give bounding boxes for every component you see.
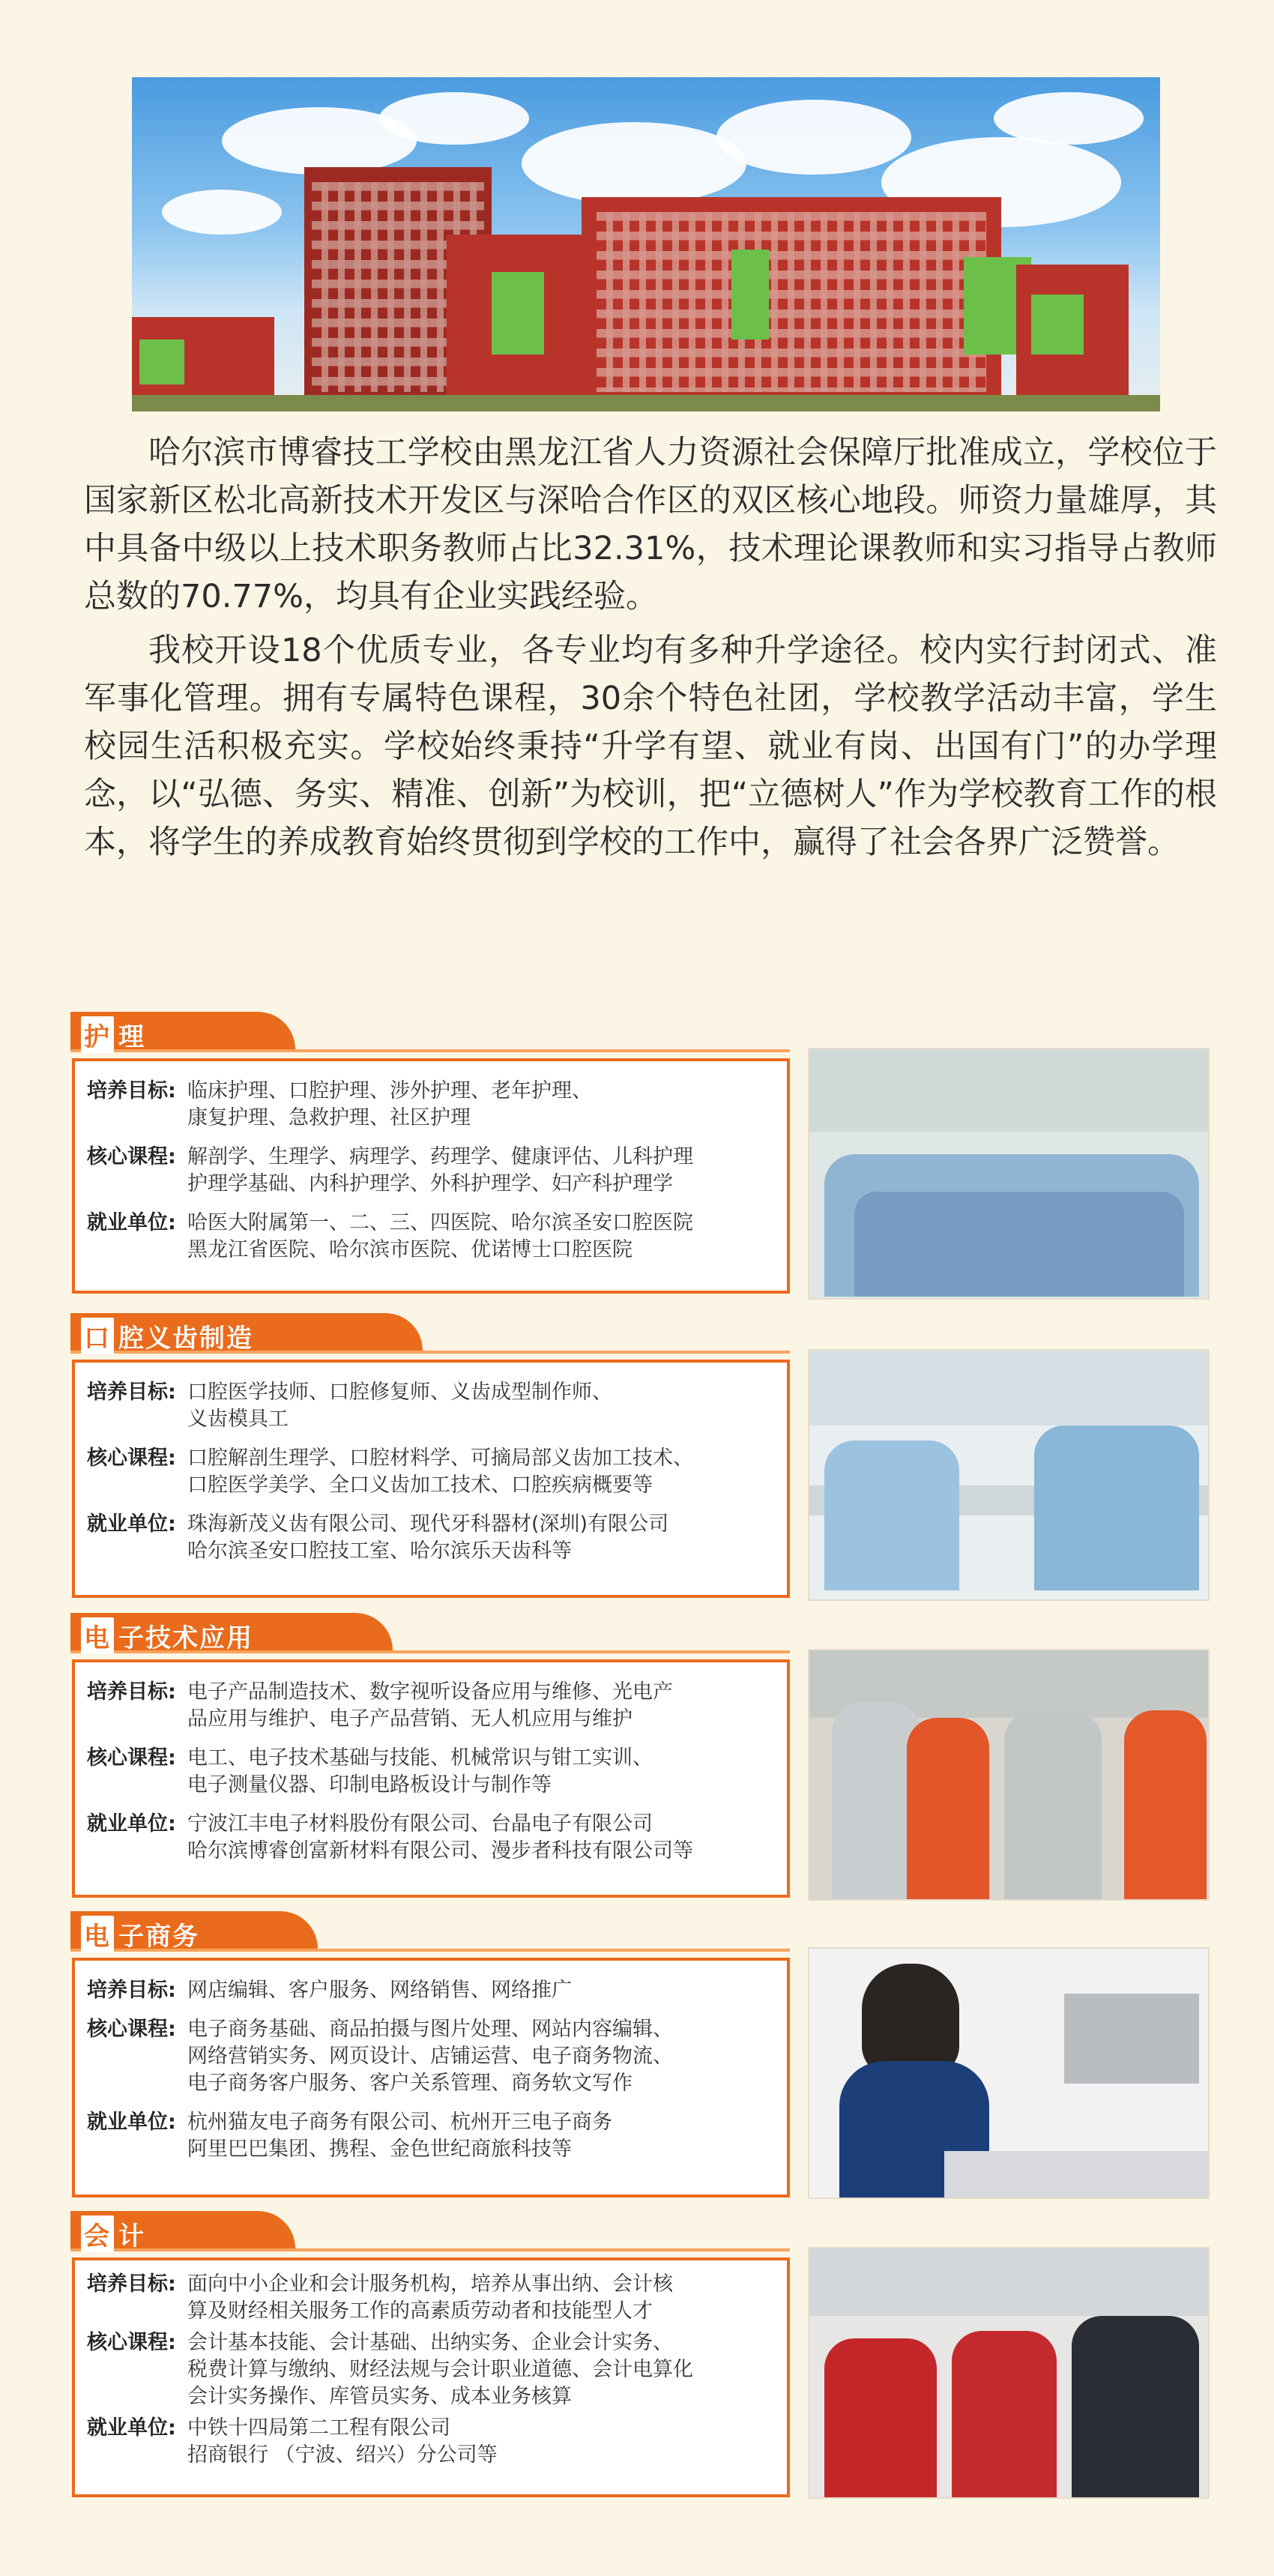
goal-value: 电子产品制造技术、数字视听设备应用与维修、光电产 品应用与维护、电子产品营销、无人机应用与维护 xyxy=(187,1680,673,1731)
course-value: 解剖学、生理学、病理学、药理学、健康评估、儿科护理 护理学基础、内科护理学、外科护理学、妇产科护理学 xyxy=(187,1145,693,1195)
major-info-box xyxy=(72,1360,790,1598)
job-value: 宁波江丰电子材料股份有限公司、台晶电子有限公司 哈尔滨博睿创富新材料有限公司、漫步者科技有限公司等 xyxy=(187,1812,693,1862)
job-label: 就业单位: xyxy=(87,2416,176,2440)
job-value: 哈医大附属第一、二、三、四医院、哈尔滨圣安口腔医院 黑龙江省医院、哈尔滨市医院、优诺博士口腔医院 xyxy=(187,1211,693,1261)
major-info-box xyxy=(72,1659,790,1898)
electronics-workshop-photo xyxy=(808,1649,1210,1901)
course-label: 核心课程: xyxy=(87,1746,176,1770)
section-title: 口 腔义齿制造 xyxy=(81,1318,253,1354)
major-info-box xyxy=(72,1058,790,1294)
goal-label: 培养目标: xyxy=(87,1680,176,1704)
major-ecommerce xyxy=(70,1911,1210,2199)
job-value: 中铁十四局第二工程有限公司 招商银行 （宁波、绍兴）分公司等 xyxy=(187,2416,498,2467)
goal-value: 面向中小企业和会计服务机构，培养从事出纳、会计核 算及财经相关服务工作的高素质劳动者和技能型人才 xyxy=(187,2272,673,2323)
course-label: 核心课程: xyxy=(87,2331,176,2354)
section-title: 护 理 xyxy=(81,1016,145,1053)
goal-label: 培养目标: xyxy=(87,1381,176,1404)
course-value: 口腔解剖生理学、口腔材料学、可摘局部义齿加工技术、 口腔医学美学、全口义齿加工技术、口腔疾病概要等 xyxy=(187,1447,693,1497)
dental-lab-photo xyxy=(808,1349,1210,1601)
course-label: 核心课程: xyxy=(87,1145,176,1168)
goal-label: 培养目标: xyxy=(87,1079,176,1103)
course-value: 电子商务基础、商品拍摄与图片处理、网站内容编辑、 网络营销实务、网页设计、店铺运营、电子商务物流、 电子商务客户服务、客户关系管理、商务软文写作 xyxy=(187,2018,673,2095)
section-title: 会 计 xyxy=(81,2215,145,2252)
goal-value: 临床护理、口腔护理、涉外护理、老年护理、 康复护理、急救护理、社区护理 xyxy=(187,1079,592,1129)
intro-paragraph-2: 我校开设18个优质专业，各专业均有多种升学途径。校内实行封闭式、准军事化管理。拥有专属特色课程，30余个特色社团，学校教学活动丰富，学生校园生活积极充实。学校始终秉持“升学有望、就业有岗、出国有门”的办学理念，以“弘德、务实、精准、创新”为校训，把“立德树人”作为学校教育工作的根本，将学生的养成教育始终贯彻到学校的工作中，赢得了社会各界广泛赞誉。 xyxy=(84,632,1217,861)
customer-service-photo xyxy=(808,1947,1210,2199)
goal-value: 口腔医学技师、口腔修复师、义齿成型制作师、 义齿模具工 xyxy=(187,1381,612,1431)
section-title: 电 子技术应用 xyxy=(81,1617,253,1654)
job-label: 就业单位: xyxy=(87,1211,176,1234)
course-value: 电工、电子技术基础与技能、机械常识与钳工实训、 电子测量仪器、印制电路板设计与制作等 xyxy=(187,1746,653,1797)
major-nursing xyxy=(70,1012,1210,1300)
intro-paragraph-1: 哈尔滨市博睿技工学校由黑龙江省人力资源社会保障厅批准成立，学校位于国家新区松北高新技术开发区与深哈合作区的双区核心地段。师资力量雄厚，其中具备中级以上技术职务教师占比32.31%，技术理论课教师和实习指导占教师总数的70.77%，均具有企业实践经验。 xyxy=(84,434,1217,615)
major-electronics xyxy=(70,1613,1210,1901)
major-info-box xyxy=(72,2257,790,2497)
job-label: 就业单位: xyxy=(87,2111,176,2134)
goal-label: 培养目标: xyxy=(87,2272,176,2296)
course-label: 核心课程: xyxy=(87,2018,176,2041)
course-label: 核心课程: xyxy=(87,1447,176,1470)
nursing-class-photo xyxy=(808,1048,1210,1300)
course-value: 会计基本技能、会计基础、出纳实务、企业会计实务、 税费计算与缴纳、财经法规与会计职业道德、会计电算化 会计实务操作、库管员实务、成本业务核算 xyxy=(187,2331,693,2408)
campus-photo xyxy=(132,77,1160,411)
job-label: 就业单位: xyxy=(87,1812,176,1836)
job-label: 就业单位: xyxy=(87,1512,176,1536)
accounting-class-photo xyxy=(808,2247,1210,2499)
goal-label: 培养目标: xyxy=(87,1979,176,2002)
goal-value: 网店编辑、客户服务、网络销售、网络推广 xyxy=(187,1979,572,2002)
school-intro xyxy=(84,429,1217,872)
major-info-box xyxy=(72,1958,790,2198)
section-title: 电 子商务 xyxy=(81,1916,199,1952)
major-accounting xyxy=(70,2211,1210,2499)
job-value: 杭州猫友电子商务有限公司、杭州开三电子商务 阿里巴巴集团、携程、金色世纪商旅科技等 xyxy=(187,2111,612,2161)
job-value: 珠海新茂义齿有限公司、现代牙科器材(深圳)有限公司 哈尔滨圣安口腔技工室、哈尔滨乐天齿科等 xyxy=(187,1512,669,1563)
major-dental xyxy=(70,1313,1210,1601)
